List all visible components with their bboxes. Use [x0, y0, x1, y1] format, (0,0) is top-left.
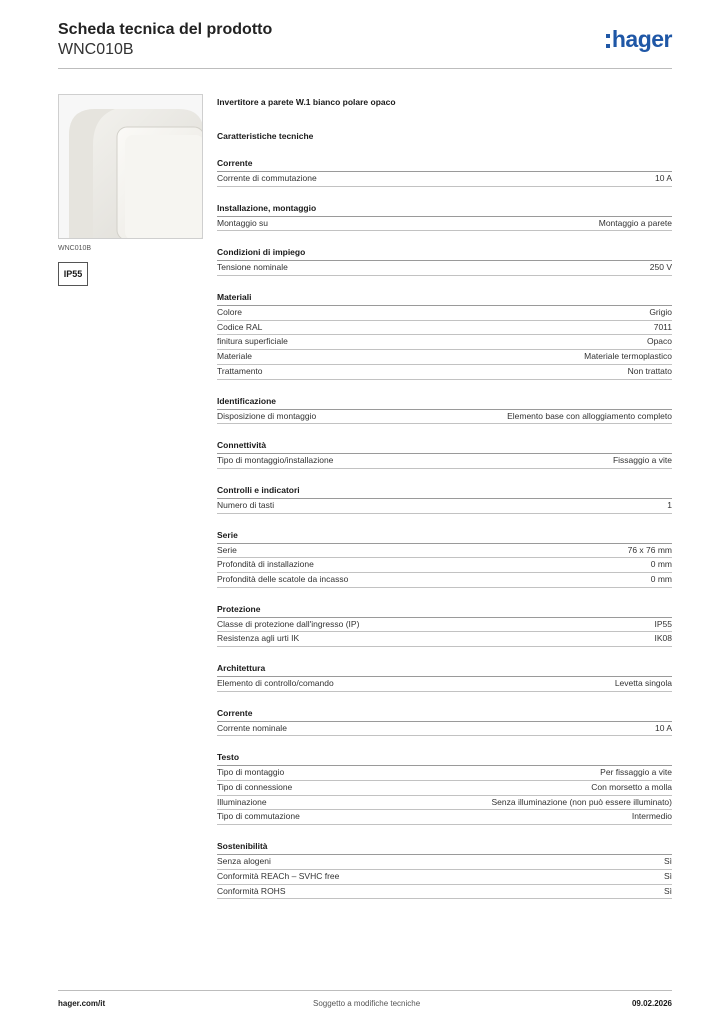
- spec-label: Tensione nominale: [217, 262, 288, 273]
- spec-value: 0 mm: [650, 559, 672, 570]
- spec-row: [217, 558, 672, 573]
- spec-label: Corrente di commutazione: [217, 173, 317, 183]
- spec-section: [217, 707, 672, 737]
- spec-row: [217, 172, 672, 187]
- spec-value: 10 A: [654, 722, 672, 733]
- spec-row: [217, 632, 672, 647]
- spec-row: [217, 573, 672, 588]
- spec-row: [217, 722, 672, 737]
- spec-value: 0 mm: [650, 573, 672, 584]
- document-date: 09.02.2026: [631, 999, 672, 1008]
- spec-value: 7011: [653, 321, 672, 332]
- section-title: Connettività: [217, 439, 672, 454]
- section-title: Materiali: [217, 291, 672, 306]
- specifications: [217, 96, 672, 899]
- section-title: Corrente: [217, 707, 672, 722]
- logo-text: hager: [611, 26, 672, 52]
- section-title: Identificazione: [217, 395, 672, 410]
- spec-label: finitura superficiale: [217, 336, 288, 347]
- spec-sections: [217, 157, 672, 899]
- spec-row: [217, 855, 672, 870]
- document-title: Scheda tecnica del prodotto: [58, 21, 273, 38]
- spec-section: [217, 529, 672, 588]
- spec-row: [217, 781, 672, 796]
- spec-value: 10 A: [654, 173, 672, 183]
- section-title: Protezione: [217, 603, 672, 618]
- spec-value: Grigio: [649, 307, 672, 318]
- spec-label: Classe di protezione dall'ingresso (IP): [217, 618, 360, 629]
- spec-row: [217, 796, 672, 811]
- spec-label: Colore: [217, 307, 243, 318]
- spec-label: Conformità ROHS: [217, 885, 286, 896]
- switch-illustration: [59, 95, 203, 239]
- website-link[interactable]: hager.com/it: [58, 999, 106, 1008]
- section-title: Serie: [217, 529, 672, 544]
- image-caption: WNC010B: [58, 245, 92, 252]
- section-title: Architettura: [217, 662, 672, 677]
- spec-label: Tipo di montaggio/installazione: [217, 455, 334, 466]
- section-title: Sostenibilità: [217, 840, 672, 855]
- spec-value: Sì: [663, 885, 672, 896]
- product-description: Invertitore a parete W.1 bianco polare opaco: [217, 97, 396, 107]
- spec-row: [217, 885, 672, 900]
- spec-row: [217, 410, 672, 425]
- spec-label: Illuminazione: [217, 796, 267, 807]
- spec-row: [217, 335, 672, 350]
- spec-section: [217, 291, 672, 379]
- spec-label: Montaggio su: [217, 217, 269, 228]
- spec-label: Tipo di connessione: [217, 782, 293, 793]
- spec-label: Corrente nominale: [217, 722, 287, 733]
- spec-row: [217, 810, 672, 825]
- spec-row: [217, 365, 672, 380]
- spec-row: [217, 321, 672, 336]
- spec-value: Levetta singola: [614, 678, 672, 688]
- spec-section: [217, 484, 672, 514]
- spec-section: [217, 751, 672, 825]
- spec-row: [217, 217, 672, 232]
- product-image: [58, 94, 203, 239]
- spec-row: [217, 677, 672, 692]
- spec-section: [217, 395, 672, 425]
- spec-label: Tipo di montaggio: [217, 767, 285, 778]
- spec-value: 250 V: [649, 262, 672, 273]
- hager-logo: [606, 26, 672, 53]
- ip-rating-badge: IP55: [58, 262, 88, 286]
- page-header: [58, 20, 672, 68]
- spec-value: Sì: [663, 870, 672, 881]
- spec-value: Opaco: [646, 336, 672, 347]
- spec-label: Conformità REACh – SVHC free: [217, 870, 340, 881]
- spec-label: Profondità delle scatole da incasso: [217, 573, 349, 584]
- section-title: Controlli e indicatori: [217, 484, 672, 499]
- spec-value: IP55: [654, 618, 672, 629]
- spec-section: [217, 439, 672, 469]
- spec-row: [217, 499, 672, 514]
- spec-section: [217, 662, 672, 692]
- spec-section: [217, 246, 672, 276]
- spec-value: 1: [667, 499, 672, 510]
- spec-label: Serie: [217, 544, 237, 555]
- spec-label: Codice RAL: [217, 321, 263, 332]
- spec-value: Per fissaggio a vite: [600, 767, 672, 778]
- spec-label: Numero di tasti: [217, 499, 275, 510]
- spec-value: IK08: [654, 633, 672, 644]
- technical-characteristics-heading: Caratteristiche tecniche: [217, 131, 314, 141]
- spec-value: Fissaggio a vite: [612, 455, 672, 466]
- spec-label: Materiale: [217, 351, 252, 362]
- spec-row: [217, 766, 672, 781]
- spec-row: [217, 618, 672, 633]
- section-title: Installazione, montaggio: [217, 202, 672, 217]
- spec-row: [217, 870, 672, 885]
- spec-label: Elemento di controllo/comando: [217, 678, 334, 688]
- spec-row: [217, 306, 672, 321]
- spec-value: Con morsetto a molla: [591, 782, 672, 793]
- spec-section: [217, 603, 672, 647]
- section-title: Corrente: [217, 157, 672, 172]
- spec-value: Intermedio: [631, 811, 672, 822]
- spec-value: Senza illuminazione (non può essere illuminato): [491, 796, 672, 807]
- spec-label: Tipo di commutazione: [217, 811, 300, 822]
- spec-value: Montaggio a parete: [598, 217, 672, 228]
- logo-colon-icon: [606, 34, 610, 48]
- spec-label: Senza alogeni: [217, 856, 271, 867]
- spec-row: [217, 350, 672, 365]
- spec-row: [217, 544, 672, 559]
- product-code: WNC010B: [58, 41, 134, 58]
- spec-value: Non trattato: [627, 365, 672, 376]
- spec-row: [217, 261, 672, 276]
- footer-note: Soggetto a modifiche tecniche: [313, 999, 421, 1008]
- section-title: Testo: [217, 751, 672, 766]
- section-title: Condizioni di impiego: [217, 246, 672, 261]
- spec-label: Resistenza agli urti IK: [217, 633, 300, 644]
- spec-label: Disposizione di montaggio: [217, 410, 317, 421]
- page-footer: [58, 990, 672, 1015]
- header-divider: [58, 68, 672, 69]
- spec-value: Sì: [663, 856, 672, 867]
- spec-row: [217, 454, 672, 469]
- spec-label: Trattamento: [217, 365, 263, 376]
- spec-section: [217, 840, 672, 899]
- spec-section: [217, 202, 672, 232]
- spec-label: Profondità di installazione: [217, 559, 314, 570]
- spec-value: Materiale termoplastico: [584, 351, 672, 362]
- spec-section: [217, 157, 672, 187]
- spec-value: Elemento base con alloggiamento completo: [507, 410, 672, 421]
- spec-value: 76 x 76 mm: [627, 544, 672, 555]
